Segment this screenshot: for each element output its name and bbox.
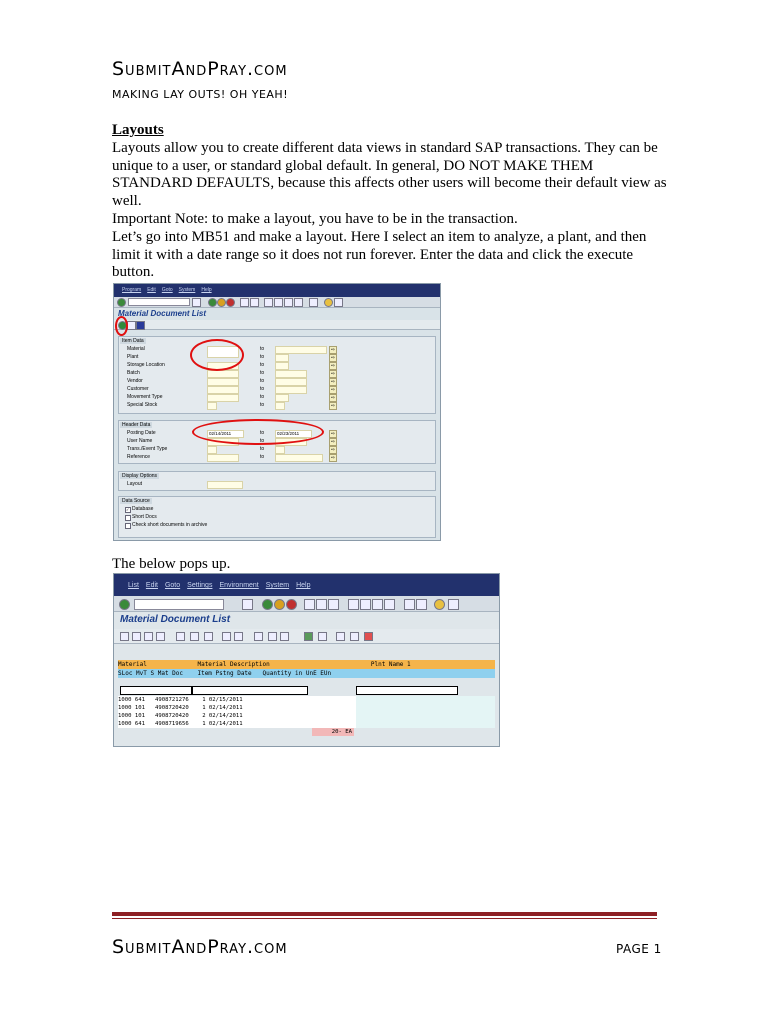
highlight-material-plant — [190, 339, 244, 371]
next-icon[interactable] — [144, 632, 153, 641]
first-icon[interactable] — [120, 632, 129, 641]
posting-date-to-input[interactable]: 02/23/2011 — [275, 430, 312, 438]
save-layout-icon[interactable] — [364, 632, 373, 641]
find-icon[interactable] — [250, 298, 259, 307]
plant-to-input[interactable] — [275, 354, 289, 362]
batch-to-input[interactable] — [275, 370, 307, 378]
reference-input[interactable] — [207, 454, 239, 462]
multiple-selection-icon[interactable]: ⇨ — [330, 431, 336, 437]
display-options-header: Display Options — [122, 473, 158, 479]
menu-item-list[interactable]: List — [128, 582, 139, 589]
data-source-header: Data Source — [122, 498, 150, 504]
to-label: to — [260, 346, 265, 352]
print-preview-icon[interactable] — [254, 632, 263, 641]
short-docs-checkbox[interactable] — [125, 515, 131, 521]
movement-type-to-input[interactable] — [275, 394, 289, 402]
command-field[interactable] — [128, 298, 190, 306]
to-label: to — [260, 438, 265, 444]
select-layout-icon[interactable] — [350, 632, 359, 641]
menu-item-environment[interactable]: Environment — [219, 582, 259, 589]
display-options-group — [118, 471, 436, 491]
sort-descending-icon[interactable] — [234, 632, 243, 641]
exit-icon[interactable] — [217, 298, 226, 307]
sap-result-list-screenshot — [113, 573, 500, 747]
table-row[interactable] — [118, 704, 495, 712]
vendor-input[interactable] — [207, 378, 239, 386]
sort-ascending-icon[interactable] — [222, 632, 231, 641]
back-icon[interactable] — [262, 599, 273, 610]
sap-standard-toolbar — [114, 596, 499, 612]
variant-icon[interactable] — [127, 321, 136, 330]
cancel-icon[interactable] — [286, 599, 297, 610]
menu-item-help[interactable]: Help — [296, 582, 311, 589]
sum-icon[interactable] — [204, 632, 213, 641]
multiple-selection-icon[interactable]: ⇨ — [330, 403, 336, 409]
row-text: 1000 101 4908720420 1 02/14/2011 — [118, 705, 243, 711]
trans-event-type-input[interactable] — [207, 446, 217, 454]
data-source-group — [118, 496, 436, 538]
sap-app-toolbar — [114, 320, 440, 330]
multiple-selection-icon[interactable]: ⇨ — [330, 379, 336, 385]
vendor-to-input[interactable] — [275, 378, 307, 386]
database-option-label: Database — [132, 506, 154, 512]
paragraph-steps: Let’s go into MB51 and make a layout. Here I select an item to analyze, a plant, and then limit it with a date range so it does not run forever. Enter the data and click the execute button. — [112, 229, 647, 281]
info-icon[interactable] — [136, 321, 145, 330]
field-label-vendor: Vendor — [127, 378, 143, 384]
list-header-row-1: Material Material Description Plnt Name 1 — [118, 660, 495, 669]
help-icon[interactable] — [324, 298, 333, 307]
movement-type-input[interactable] — [207, 394, 239, 402]
customer-input[interactable] — [207, 386, 239, 394]
new-session-icon[interactable] — [309, 298, 318, 307]
multiple-selection-icon[interactable]: ⇨ — [330, 447, 336, 453]
to-label: to — [260, 378, 265, 384]
graphic-icon[interactable] — [304, 632, 313, 641]
to-label: to — [260, 402, 265, 408]
short-docs-option-label: Short Docs — [132, 514, 157, 520]
field-label-layout: Layout — [127, 481, 143, 487]
menu-item-edit[interactable]: Edit — [147, 287, 156, 293]
new-session-icon[interactable] — [404, 599, 415, 610]
archive-option-label: Check short documents in archive — [132, 522, 208, 528]
enter-icon[interactable] — [119, 599, 130, 610]
menu-item-goto[interactable]: Goto — [164, 582, 181, 589]
trans-event-type-to-input[interactable] — [275, 446, 285, 454]
prev-page-icon[interactable] — [274, 298, 283, 307]
row-text: 1000 641 4908721276 1 02/15/2011 — [118, 697, 243, 703]
table-row[interactable] — [118, 712, 495, 720]
special-stock-input[interactable] — [207, 402, 217, 410]
next-page-icon[interactable] — [372, 599, 383, 610]
multiple-selection-icon[interactable]: ⇨ — [330, 439, 336, 445]
layout-icon[interactable] — [448, 599, 459, 610]
sap-screen-title: Material Document List — [118, 309, 207, 318]
print-icon[interactable] — [240, 298, 249, 307]
sap-menu-bar — [128, 582, 318, 589]
footer-rule-thin — [112, 918, 657, 919]
details-icon[interactable] — [176, 632, 185, 641]
paragraph-note: Important Note: to make a layout, you have to be in the transaction. — [112, 211, 518, 227]
multiple-selection-icon[interactable]: ⇨ — [330, 355, 336, 361]
batch-input[interactable] — [207, 370, 239, 378]
list-header-row-2: SLoc MvT S Mat Doc Item Pstng Date Quantity in UnE EUn — [118, 669, 495, 678]
shortcut-icon[interactable] — [416, 599, 427, 610]
archive-checkbox[interactable] — [125, 523, 131, 529]
field-label-special-stock: Special Stock — [127, 402, 158, 408]
item-data-group — [118, 336, 436, 414]
sap-app-toolbar — [114, 629, 499, 644]
back-icon[interactable] — [208, 298, 217, 307]
field-label-trans-event-type: Trans./Event Type — [127, 446, 168, 452]
field-label-batch: Batch — [127, 370, 140, 376]
multiple-selection-icon[interactable]: ⇨ — [330, 387, 336, 393]
plant-name-cell — [356, 696, 495, 704]
spreadsheet-icon[interactable] — [280, 632, 289, 641]
storage-location-to-input[interactable] — [275, 362, 289, 370]
field-label-movement-type: Movement Type — [127, 394, 163, 400]
footer-page-number: PAGE 1 — [616, 942, 662, 956]
highlight-posting-date — [192, 419, 324, 445]
sap-menu-bar — [122, 287, 218, 293]
menu-item-system[interactable]: System — [178, 287, 196, 293]
row-text: 1000 641 4908719656 1 02/14/2011 — [118, 721, 243, 727]
site-tagline: MAKING LAY OUTS! OH YEAH! — [112, 88, 289, 101]
plant-name-cell — [356, 712, 495, 720]
field-label-reference: Reference — [127, 454, 151, 460]
multiple-selection-icon[interactable]: ⇨ — [330, 395, 336, 401]
site-title: SubmitAndPray.com — [112, 58, 288, 80]
prev-page-icon[interactable] — [360, 599, 371, 610]
save-icon[interactable] — [192, 298, 201, 307]
to-label: to — [260, 362, 265, 368]
menu-item-goto[interactable]: Goto — [161, 287, 173, 293]
menu-item-system[interactable]: System — [265, 582, 290, 589]
plant-name-cell — [356, 720, 495, 728]
sap-standard-toolbar — [114, 297, 440, 308]
to-label: to — [260, 430, 265, 436]
special-stock-to-input[interactable] — [275, 402, 285, 410]
help-icon[interactable] — [434, 599, 445, 610]
find-icon[interactable] — [316, 599, 327, 610]
to-label: to — [260, 370, 265, 376]
to-label: to — [260, 386, 265, 392]
database-checkbox[interactable]: ✓ — [126, 507, 130, 512]
field-label-customer: Customer — [127, 386, 149, 392]
multiple-selection-icon[interactable]: ⇨ — [330, 363, 336, 369]
multiple-selection-icon[interactable]: ⇨ — [330, 347, 336, 353]
first-page-icon[interactable] — [264, 298, 273, 307]
filter-icon[interactable] — [190, 632, 199, 641]
field-label-storage-location: Storage Location — [127, 362, 165, 368]
section-heading: Layouts — [112, 122, 164, 138]
menu-item-program[interactable]: Program — [122, 287, 142, 293]
table-row[interactable] — [118, 720, 495, 735]
save-icon[interactable] — [242, 599, 253, 610]
enter-icon[interactable] — [117, 298, 126, 307]
menu-item-settings[interactable]: Settings — [187, 582, 213, 589]
plant-name-group-box — [356, 686, 458, 695]
print-icon[interactable] — [304, 599, 315, 610]
last-icon[interactable] — [156, 632, 165, 641]
sap-titlebar — [114, 574, 499, 596]
multiple-selection-icon[interactable]: ⇨ — [330, 455, 336, 461]
find-next-icon[interactable] — [328, 599, 339, 610]
abc-analysis-icon[interactable] — [318, 632, 327, 641]
cancel-icon[interactable] — [226, 298, 235, 307]
paragraph-popup: The below pops up. — [112, 556, 231, 572]
menu-item-edit[interactable]: Edit — [145, 582, 158, 589]
item-data-header: Item Data — [122, 338, 144, 344]
next-page-icon[interactable] — [284, 298, 293, 307]
table-row[interactable] — [118, 696, 495, 704]
first-page-icon[interactable] — [348, 599, 359, 610]
posting-date-from-input[interactable]: 02/14/2011 — [207, 430, 244, 438]
field-label-posting-date: Posting Date — [127, 430, 156, 436]
field-label-user-name: User Name — [127, 438, 153, 444]
to-label: to — [260, 446, 265, 452]
to-label: to — [260, 454, 265, 460]
last-page-icon[interactable] — [294, 298, 303, 307]
header-data-header: Header Data — [122, 422, 151, 428]
sap-selection-screenshot — [113, 283, 441, 541]
multiple-selection-icon[interactable]: ⇨ — [330, 371, 336, 377]
layout-icon[interactable] — [334, 298, 343, 307]
highlight-execute-button — [115, 316, 128, 336]
paragraph-intro: Layouts allow you to create different data views in standard SAP transactions. They can be unique to a user, or standard global default. In general, DO NOT MAKE THEM STANDARD DEFAULTS, because this affects other users will become their default view as well. — [112, 140, 667, 209]
layout-input[interactable] — [207, 481, 243, 489]
customer-to-input[interactable] — [275, 386, 307, 394]
row-text: 1000 101 4908720420 2 02/14/2011 — [118, 713, 243, 719]
footer-rule — [112, 912, 657, 916]
reference-to-input[interactable] — [275, 454, 323, 462]
quantity-cell: 20- EA — [312, 728, 354, 736]
change-layout-icon[interactable] — [336, 632, 345, 641]
last-page-icon[interactable] — [384, 599, 395, 610]
exit-icon[interactable] — [274, 599, 285, 610]
to-label: to — [260, 394, 265, 400]
plant-name-cell — [356, 704, 495, 712]
menu-item-help[interactable]: Help — [201, 287, 212, 293]
sap-screen-title: Material Document List — [120, 614, 231, 625]
to-label: to — [260, 354, 265, 360]
material-to-input[interactable] — [275, 346, 327, 354]
footer-site-title: SubmitAndPray.com — [112, 936, 288, 958]
field-label-material: Material — [127, 346, 145, 352]
command-field[interactable] — [134, 599, 224, 610]
sap-titlebar — [114, 284, 440, 297]
previous-icon[interactable] — [132, 632, 141, 641]
material-group-box — [120, 686, 192, 695]
description-group-box — [192, 686, 308, 695]
field-label-plant: Plant — [127, 354, 139, 360]
export-icon[interactable] — [268, 632, 277, 641]
